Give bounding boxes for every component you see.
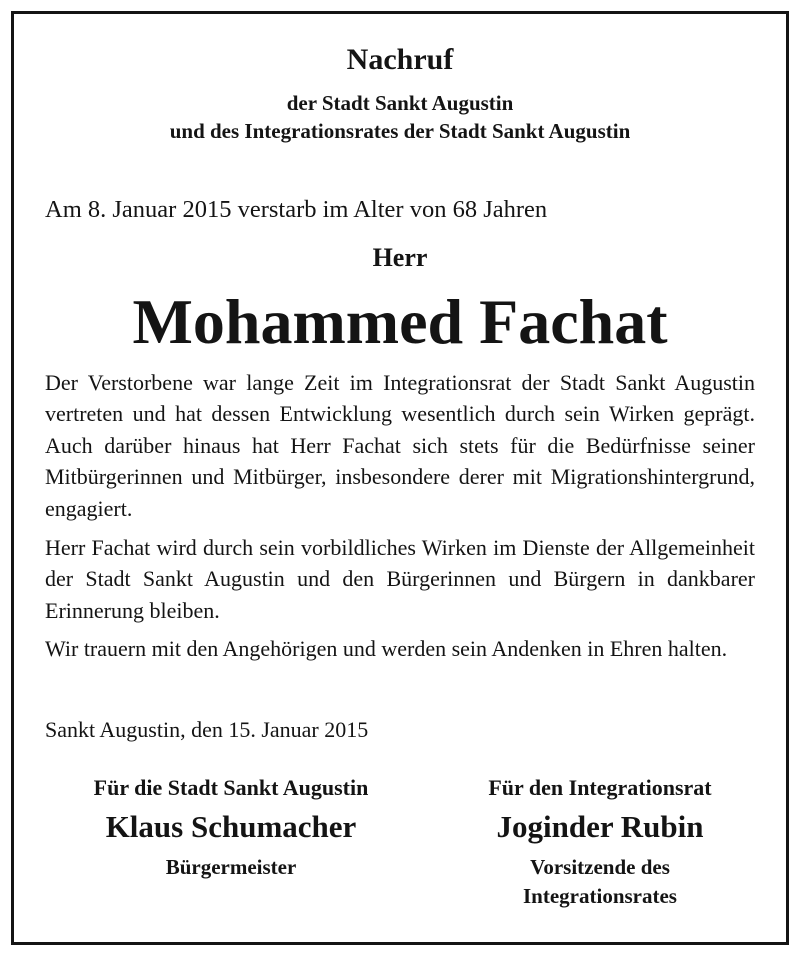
signature-council-organization: Für den Integrationsrat — [488, 775, 712, 800]
deceased-name: Mohammed Fachat — [132, 286, 668, 357]
tribute-paragraph-1: Der Verstorbene war lange Zeit im Integrationsrat der Stadt Sankt Augustin vertreten und hat dessen Entwicklung wesentlich durch sein Wirken geprägt. Auch darüber hinaus hat Herr Fachat sich stets für die Bedürfnisse seiner Mitbürgerinnen und Mitbürger, insbesondere derer mit Migrationshintergrund, engagiert. — [45, 370, 755, 521]
signature-council-role-line1: Vorsitzende des — [530, 855, 670, 879]
signature-city-role: Bürgermeister — [165, 855, 297, 879]
notice-title: Nachruf — [346, 43, 454, 76]
signature-city-name: Klaus Schumacher — [105, 809, 357, 844]
place-and-date: Sankt Augustin, den 15. Januar 2015 — [45, 717, 369, 742]
death-announcement-line: Am 8. Januar 2015 verstarb im Alter von 68 Jahren — [45, 196, 548, 223]
signature-council-role-line2: Integrationsrates — [523, 884, 677, 908]
notice-subtitle-line1: der Stadt Sankt Augustin — [286, 91, 514, 115]
tribute-paragraph-3: Wir trauern mit den Angehörigen und werden sein Andenken in Ehren halten. — [45, 636, 728, 661]
signature-city-organization: Für die Stadt Sankt Augustin — [93, 775, 369, 800]
deceased-salutation: Herr — [372, 243, 428, 272]
tribute-paragraph-2: Herr Fachat wird durch sein vorbildliches Wirken im Dienste der Allgemeinheit der Stadt Sankt Augustin und den Bürgerinnen und Bürgern in dankbarer Erinnerung bleiben. — [45, 535, 755, 623]
signature-council-name: Joginder Rubin — [496, 809, 704, 844]
notice-subtitle-line2: und des Integrationsrates der Stadt Sankt Augustin — [169, 119, 631, 143]
